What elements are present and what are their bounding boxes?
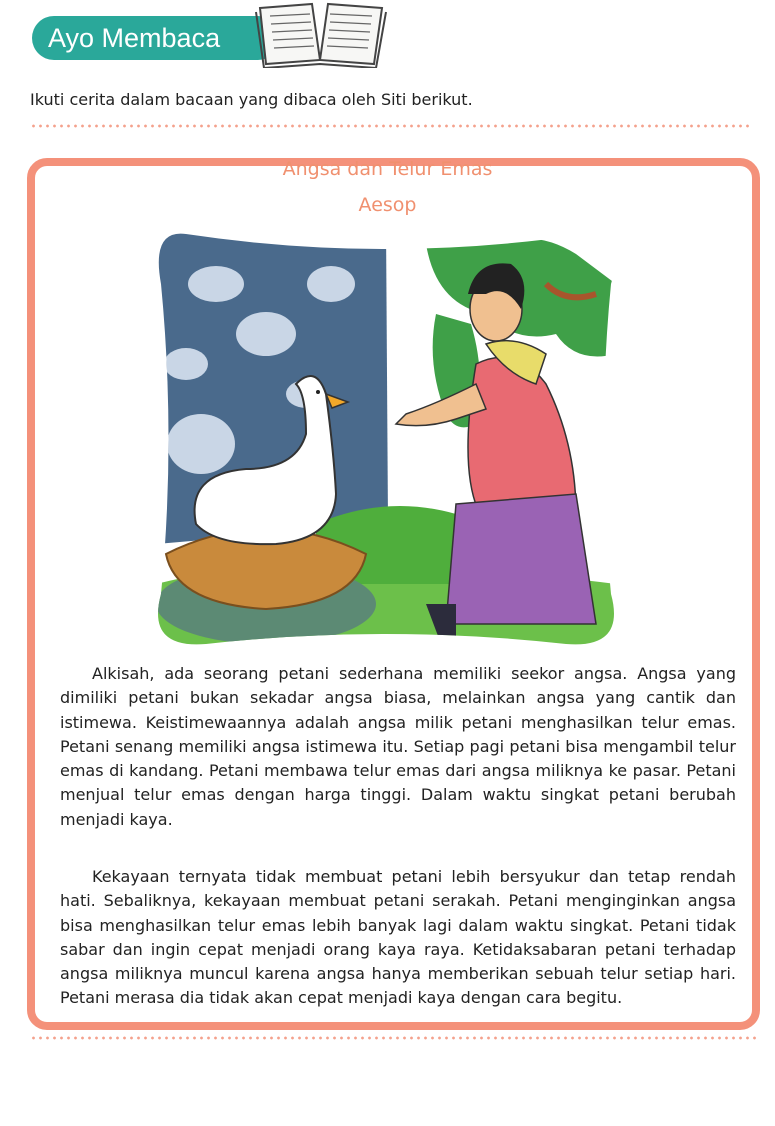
intro-text: Ikuti cerita dalam bacaan yang dibaca oleh Siti berikut. [30, 90, 473, 109]
open-book-icon [250, 0, 390, 68]
story-paragraph-1: Alkisah, ada seorang petani sederhana memiliki seekor angsa. Angsa yang dimiliki petani bukan sekadar angsa biasa, melainkan angsa yang cantik dan istimewa. Keistimewaannya adalah angsa milik petani menghasilkan telur emas. Petani senang memiliki angsa istimewa itu. Setiap pagi petani bisa mengambil telur emas di kandang. Petani membawa telur emas dari angsa miliknya ke pasar. Petani menjual telur emas dengan harga tinggi. Dalam waktu singkat petani berubah menjadi kaya. [60, 664, 736, 829]
dotted-divider-bottom [30, 1036, 760, 1040]
story-title: Angsa dan Telur Emas [282, 158, 493, 180]
story-paragraph-2: Kekayaan ternyata tidak membuat petani lebih bersyukur dan tetap rendah hati. Sebaliknya, kekayaan membuat petani serakah. Petani menginginkan angsa bisa menghasilkan telur emas lebih banyak lagi dalam waktu singkat. Petani tidak sabar dan ingin cepat menjadi orang kaya raya. Ketidaksabaran petani terhadap angsa miliknya muncul karena angsa hanya memberikan sebuah telur setiap hari. Petani merasa dia tidak akan cepat menjadi kaya dengan cara begitu. [60, 867, 736, 1008]
story-author: Aesop [358, 194, 417, 216]
story-illustration [156, 224, 616, 654]
dotted-divider [30, 124, 750, 128]
section-label: Ayo Membaca [32, 16, 280, 60]
section-header [20, 0, 440, 70]
